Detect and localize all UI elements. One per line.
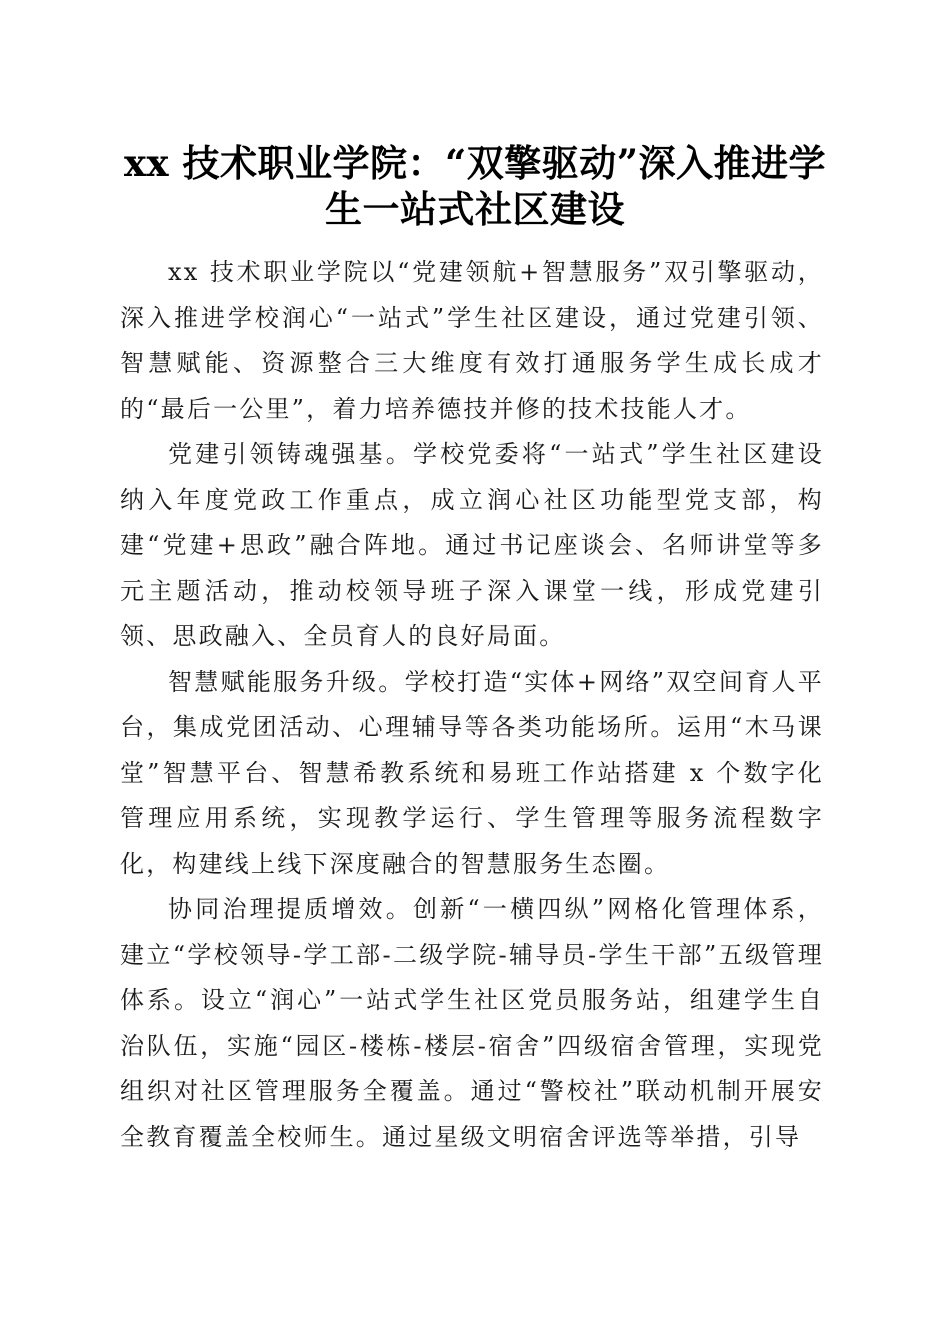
paragraph-smart-service: 智慧赋能服务升级。学校打造“实体+网络”双空间育人平台，集成党团活动、心理辅导等各类功能场所。运用“木马课堂”智慧平台、智慧希教系统和易班工作站搭建 x 个数字化管理应用系统，实现教学运行、学生管理等服务流程数字化，构建线上线下深度融合的智慧服务生态圈。 [120, 667, 824, 878]
document-title [110, 140, 840, 232]
title-line-2: 生一站式社区建设 [325, 187, 625, 231]
title-line-1: xx 技术职业学院：“双擎驱动”深入推进学 [123, 141, 827, 185]
paragraph-intro: xx 技术职业学院以“党建领航+智慧服务”双引擎驱动，深入推进学校润心“一站式”学生社区建设，通过党建引领、智慧赋能、资源整合三大维度有效打通服务学生成长成才的“最后一公里”，着力培养德技并修的技术技能人才。 [120, 258, 824, 423]
paragraph-party-leadership: 党建引领铸魂强基。学校党委将“一站式”学生社区建设纳入年度党政工作重点，成立润心社区功能型党支部，构建“党建+思政”融合阵地。通过书记座谈会、名师讲堂等多元主题活动，推动校领导班子深入课堂一线，形成党建引领、思政融入、全员育人的良好局面。 [120, 440, 824, 650]
paragraph-collaborative-governance: 协同治理提质增效。创新“一横四纵”网格化管理体系，建立“学校领导-学工部-二级学院-辅导员-学生干部”五级管理体系。设立“润心”一站式学生社区党员服务站，组建学生自治队伍，实施“园区-楼栋-楼层-宿舍”四级宿舍管理，实现党组织对社区管理服务全覆盖。通过“警校社”联动机制开展安全教育覆盖全校师生。通过星级文明宿舍评选等举措，引导 [120, 895, 824, 1151]
document-body [120, 250, 824, 1160]
